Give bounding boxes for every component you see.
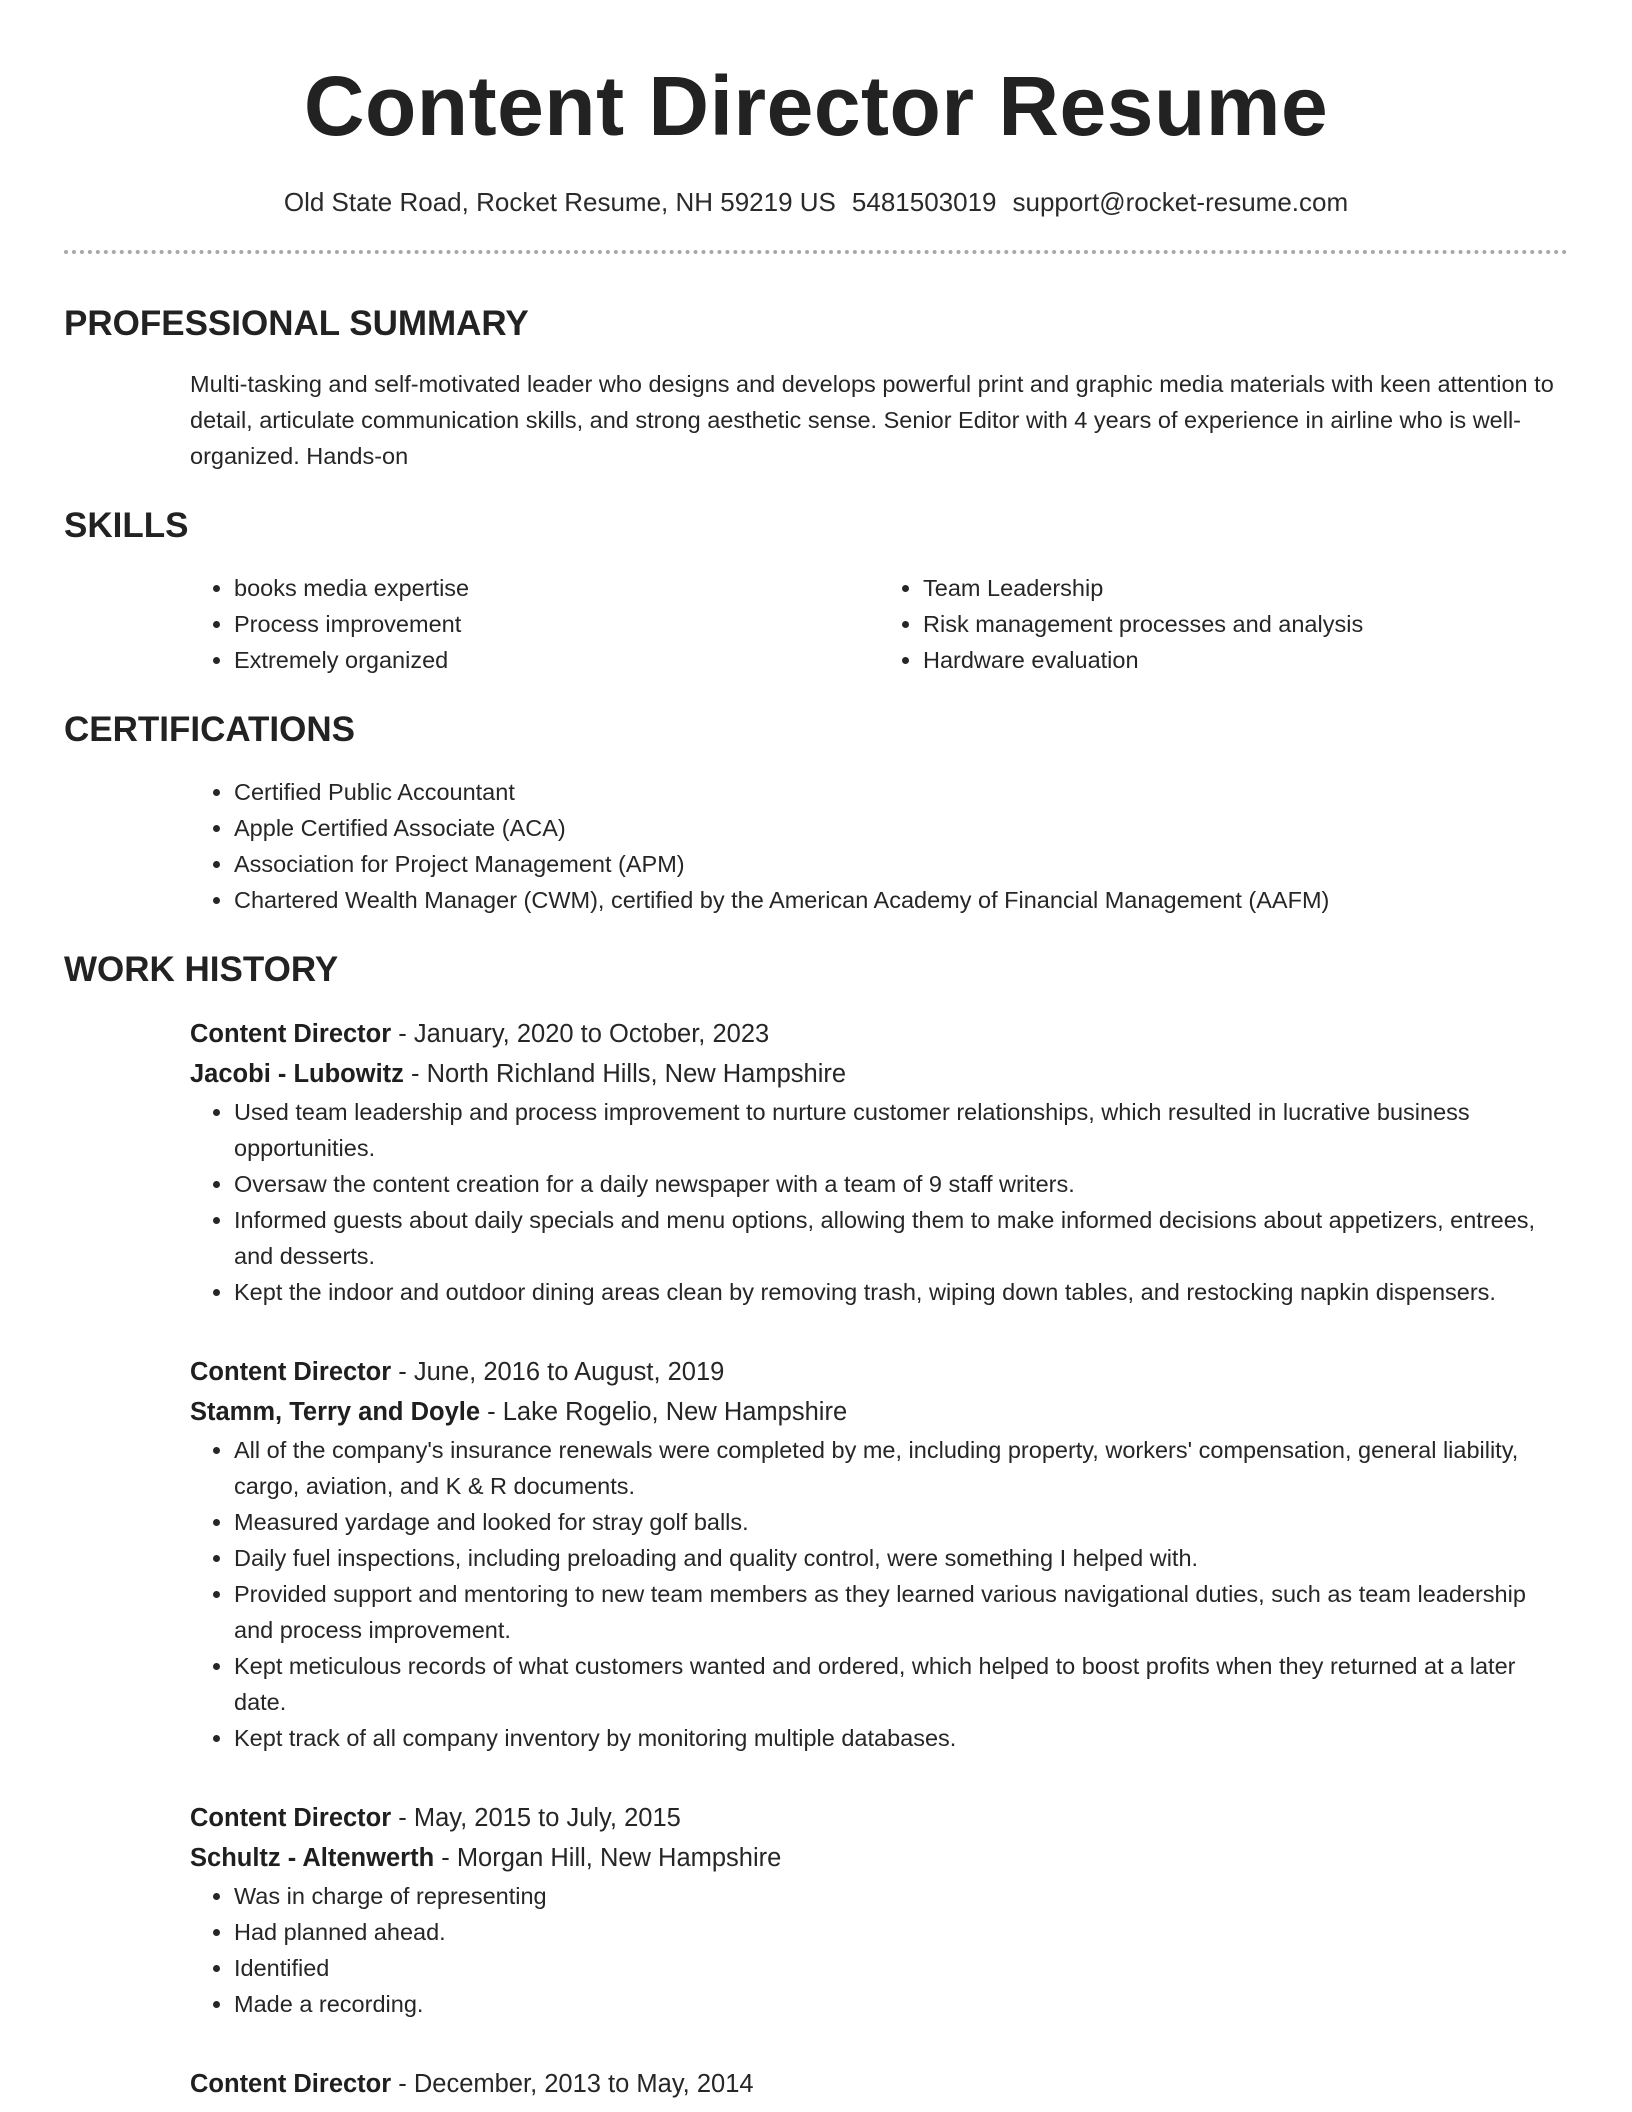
job-bullet: • Provided support and mentoring to new team members as they learned various navigational duties, such as team leadership and process improvement. [234, 1576, 1568, 1648]
contact-email[interactable]: support@rocket-resume.com [1012, 187, 1349, 217]
skills-column-left [190, 570, 879, 678]
job-dates: - December, 2013 to May, 2014 [391, 2070, 754, 2098]
job-title: Content Director [190, 1804, 392, 1832]
job-bullet: • Measured yardage and looked for stray golf balls. [234, 1504, 1568, 1540]
job-bullet: • Made a recording. [234, 1986, 1568, 2022]
skills-column-right [879, 570, 1568, 678]
skills-list [190, 570, 1568, 678]
skills-heading: SKILLS [64, 506, 189, 545]
job-title: Content Director [190, 1358, 392, 1386]
resume-title: Content Director Resume [303, 59, 1329, 153]
job-entry [190, 2064, 1568, 2104]
skill-item: • Extremely organized [234, 642, 879, 678]
certification-item: • Association for Project Management (APM) [234, 846, 1568, 882]
job-bullet: • Kept the indoor and outdoor dining areas clean by removing trash, wiping down tables, and restocking napkin dispensers. [234, 1274, 1568, 1310]
skill-item: • Hardware evaluation [923, 642, 1568, 678]
job-bullet: • Identified [234, 1950, 1568, 1986]
job-company-line [190, 1392, 1568, 1432]
job-company-line [190, 1054, 1568, 1094]
certification-item: • Chartered Wealth Manager (CWM), certified by the American Academy of Financial Management (AAFM) [234, 882, 1568, 918]
job-bullet: • Daily fuel inspections, including preloading and quality control, were something I helped with. [234, 1540, 1568, 1576]
certifications-list [190, 774, 1568, 918]
job-bullet: • Informed guests about daily specials and menu options, allowing them to make informed decisions about appetizers, entrees, and desserts. [234, 1202, 1568, 1274]
job-bullet: • Had planned ahead. [234, 1914, 1568, 1950]
job-location: - North Richland Hills, New Hampshire [403, 1060, 847, 1088]
certifications-heading: CERTIFICATIONS [64, 710, 356, 749]
summary-heading: PROFESSIONAL SUMMARY [64, 304, 529, 343]
job-bullet: • Kept meticulous records of what customers wanted and ordered, which helped to boost profits when they returned at a later date. [234, 1648, 1568, 1720]
job-dates: - May, 2015 to July, 2015 [391, 1804, 681, 1832]
job-entry [190, 1798, 1568, 2022]
job-dates: - June, 2016 to August, 2019 [391, 1358, 725, 1386]
work-history-heading: WORK HISTORY [64, 950, 339, 989]
certification-item: • Apple Certified Associate (ACA) [234, 810, 1568, 846]
job-bullets [190, 1432, 1568, 1756]
job-location: - Morgan Hill, New Hampshire [434, 1844, 782, 1872]
job-company: Schultz - Altenwerth [190, 1844, 435, 1872]
job-bullet: • All of the company's insurance renewals were completed by me, including property, workers' compensation, general liability, cargo, aviation, and K & R documents. [234, 1432, 1568, 1504]
contact-address: Old State Road, Rocket Resume, NH 59219 US [283, 187, 836, 217]
header-divider [64, 250, 1568, 254]
job-title-line [190, 1798, 1568, 1838]
skill-item: • Risk management processes and analysis [923, 606, 1568, 642]
job-company: Stamm, Terry and Doyle [190, 1398, 481, 1426]
job-title-line [190, 1014, 1568, 1054]
job-title: Content Director [190, 2070, 392, 2098]
job-company: Jacobi - Lubowitz [190, 1060, 404, 1088]
job-bullet: • Oversaw the content creation for a daily newspaper with a team of 9 staff writers. [234, 1166, 1568, 1202]
skill-item: • Team Leadership [923, 570, 1568, 606]
job-bullet: • Was in charge of representing [234, 1878, 1568, 1914]
contact-phone: 5481503019 [851, 187, 997, 217]
job-location: - Lake Rogelio, New Hampshire [480, 1398, 848, 1426]
job-bullet: • Kept track of all company inventory by monitoring multiple databases. [234, 1720, 1568, 1756]
job-company-line [190, 1838, 1568, 1878]
job-bullets [190, 1094, 1568, 1310]
job-bullets [190, 1878, 1568, 2022]
certification-item: • Certified Public Accountant [234, 774, 1568, 810]
job-dates: - January, 2020 to October, 2023 [391, 1020, 770, 1048]
resume-page [64, 0, 1568, 2104]
skill-item: • books media expertise [234, 570, 879, 606]
summary-text: Multi-tasking and self-motivated leader who designs and develops powerful print and graphic media materials with keen attention to detail, articulate communication skills, and strong aesthetic sense. Senior Editor with 4 years of experience in airline who is well-organized. Hands-on [190, 371, 1554, 469]
job-title: Content Director [190, 1020, 392, 1048]
job-title-line [190, 1352, 1568, 1392]
skill-item: • Process improvement [234, 606, 879, 642]
job-entry [190, 1014, 1568, 1310]
contact-line [64, 182, 1568, 222]
job-entry [190, 1352, 1568, 1756]
job-bullet: • Used team leadership and process improvement to nurture customer relationships, which resulted in lucrative business opportunities. [234, 1094, 1568, 1166]
job-title-line [190, 2064, 1568, 2104]
